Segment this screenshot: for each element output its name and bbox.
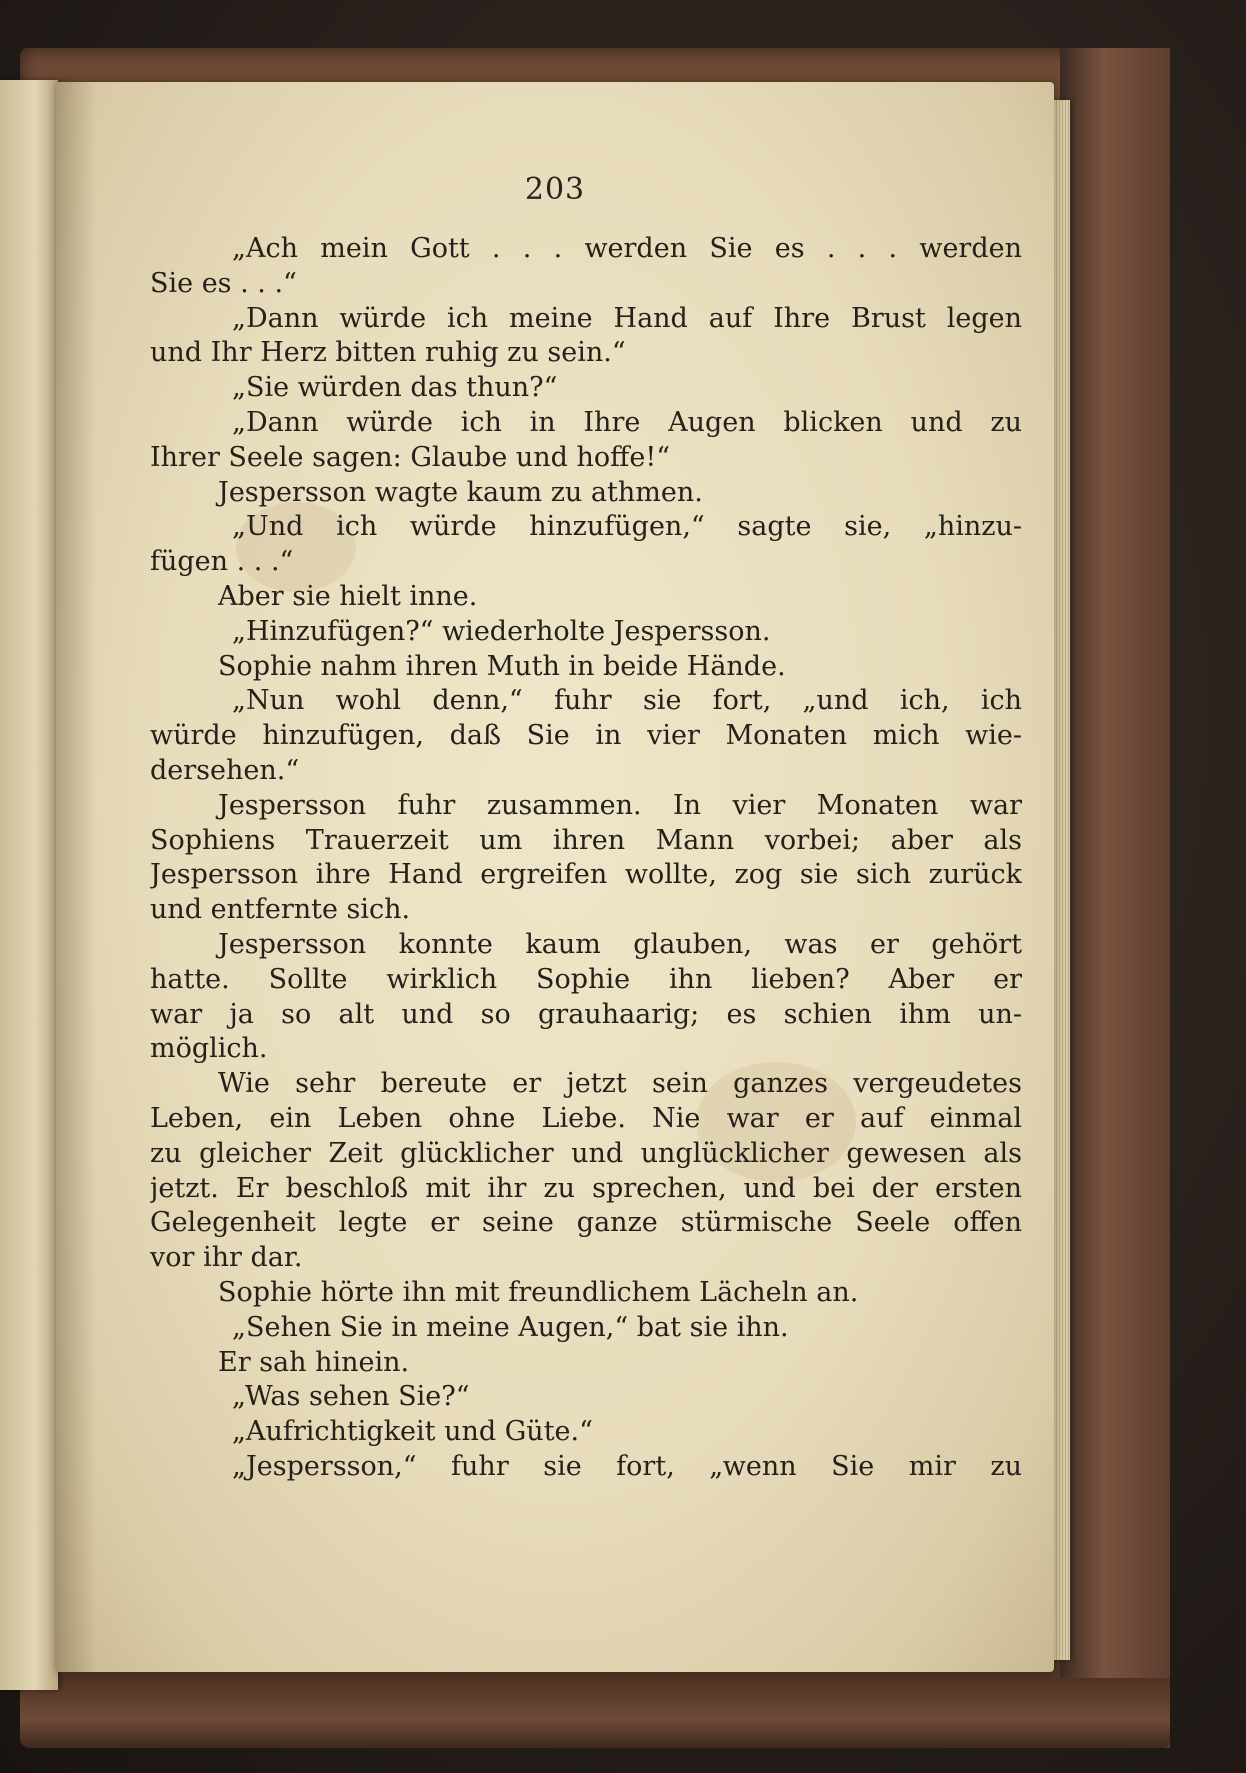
text-line: „Dann würde ich meine Hand auf Ihre Brust legen xyxy=(232,302,1022,334)
book-page xyxy=(56,82,1054,1672)
text-line: hatte. Sollte wirklich Sophie ihn lieben? Aber er xyxy=(150,963,1022,995)
text-line: Aber sie hielt inne. xyxy=(218,580,478,612)
text-line: dersehen.“ xyxy=(150,754,300,786)
text-line: „Dann würde ich in Ihre Augen blicken und zu xyxy=(232,406,1022,438)
text-line: „Aufrichtigkeit und Güte.“ xyxy=(232,1416,593,1448)
cover-bottom-edge xyxy=(20,1678,1170,1748)
text-line: „Jespersson,“ fuhr sie fort, „wenn Sie mir zu xyxy=(232,1450,1022,1482)
text-line: fügen . . .“ xyxy=(150,546,294,578)
text-line: Wie sehr bereute er jetzt sein ganzes vergeudetes xyxy=(218,1068,1022,1100)
text-line: Leben, ein Leben ohne Liebe. Nie war er auf einmal xyxy=(150,1102,1022,1134)
text-line: Jespersson fuhr zusammen. In vier Monaten war xyxy=(218,789,1022,821)
text-line: zu gleicher Zeit glücklicher und unglücklicher gewesen als xyxy=(150,1137,1022,1169)
text-line: und entfernte sich. xyxy=(150,894,411,926)
text-line: Sophiens Trauerzeit um ihren Mann vorbei; aber als xyxy=(150,824,1022,856)
text-line: jetzt. Er beschloß mit ihr zu sprechen, und bei der ersten xyxy=(150,1172,1022,1204)
text-line: „Hinzufügen?“ wiederholte Jespersson. xyxy=(232,615,771,647)
text-line: und Ihr Herz bitten ruhig zu sein.“ xyxy=(150,337,626,369)
text-line: würde hinzufügen, daß Sie in vier Monaten mich wie- xyxy=(150,720,1022,752)
text-line: Ihrer Seele sagen: Glaube und hoffe!“ xyxy=(150,441,671,473)
text-line: „Was sehen Sie?“ xyxy=(232,1381,470,1413)
text-line: Gelegenheit legte er seine ganze stürmische Seele offen xyxy=(150,1207,1022,1239)
cover-edge xyxy=(1060,48,1170,1748)
body-text xyxy=(150,232,1022,1485)
text-line: Sie es . . .“ xyxy=(150,267,297,299)
text-line: Sophie nahm ihren Muth in beide Hände. xyxy=(218,650,786,682)
text-line: „Und ich würde hinzufügen,“ sagte sie, „hinzu- xyxy=(232,511,1022,543)
text-line: war ja so alt und so grauhaarig; es schien ihm un- xyxy=(150,998,1022,1030)
text-line: Jespersson ihre Hand ergreifen wollte, zog sie sich zurück xyxy=(150,859,1022,891)
text-line: Er sah hinein. xyxy=(218,1346,410,1378)
text-line: „Sehen Sie in meine Augen,“ bat sie ihn. xyxy=(232,1311,789,1343)
page-number: 203 xyxy=(524,172,586,207)
left-page-edge xyxy=(0,80,58,1690)
text-line: „Sie würden das thun?“ xyxy=(232,372,558,404)
text-line: Sophie hörte ihn mit freundlichem Lächeln an. xyxy=(218,1276,859,1308)
text-line: vor ihr dar. xyxy=(150,1242,303,1274)
text-line: Jespersson wagte kaum zu athmen. xyxy=(218,476,703,508)
gutter-shadow xyxy=(56,82,96,1672)
text-line: Jespersson konnte kaum glauben, was er gehört xyxy=(218,928,1022,960)
text-line: „Nun wohl denn,“ fuhr sie fort, „und ich, ich xyxy=(232,685,1022,717)
text-line: möglich. xyxy=(150,1033,268,1065)
text-line: „Ach mein Gott . . . werden Sie es . . . werden xyxy=(232,233,1022,264)
